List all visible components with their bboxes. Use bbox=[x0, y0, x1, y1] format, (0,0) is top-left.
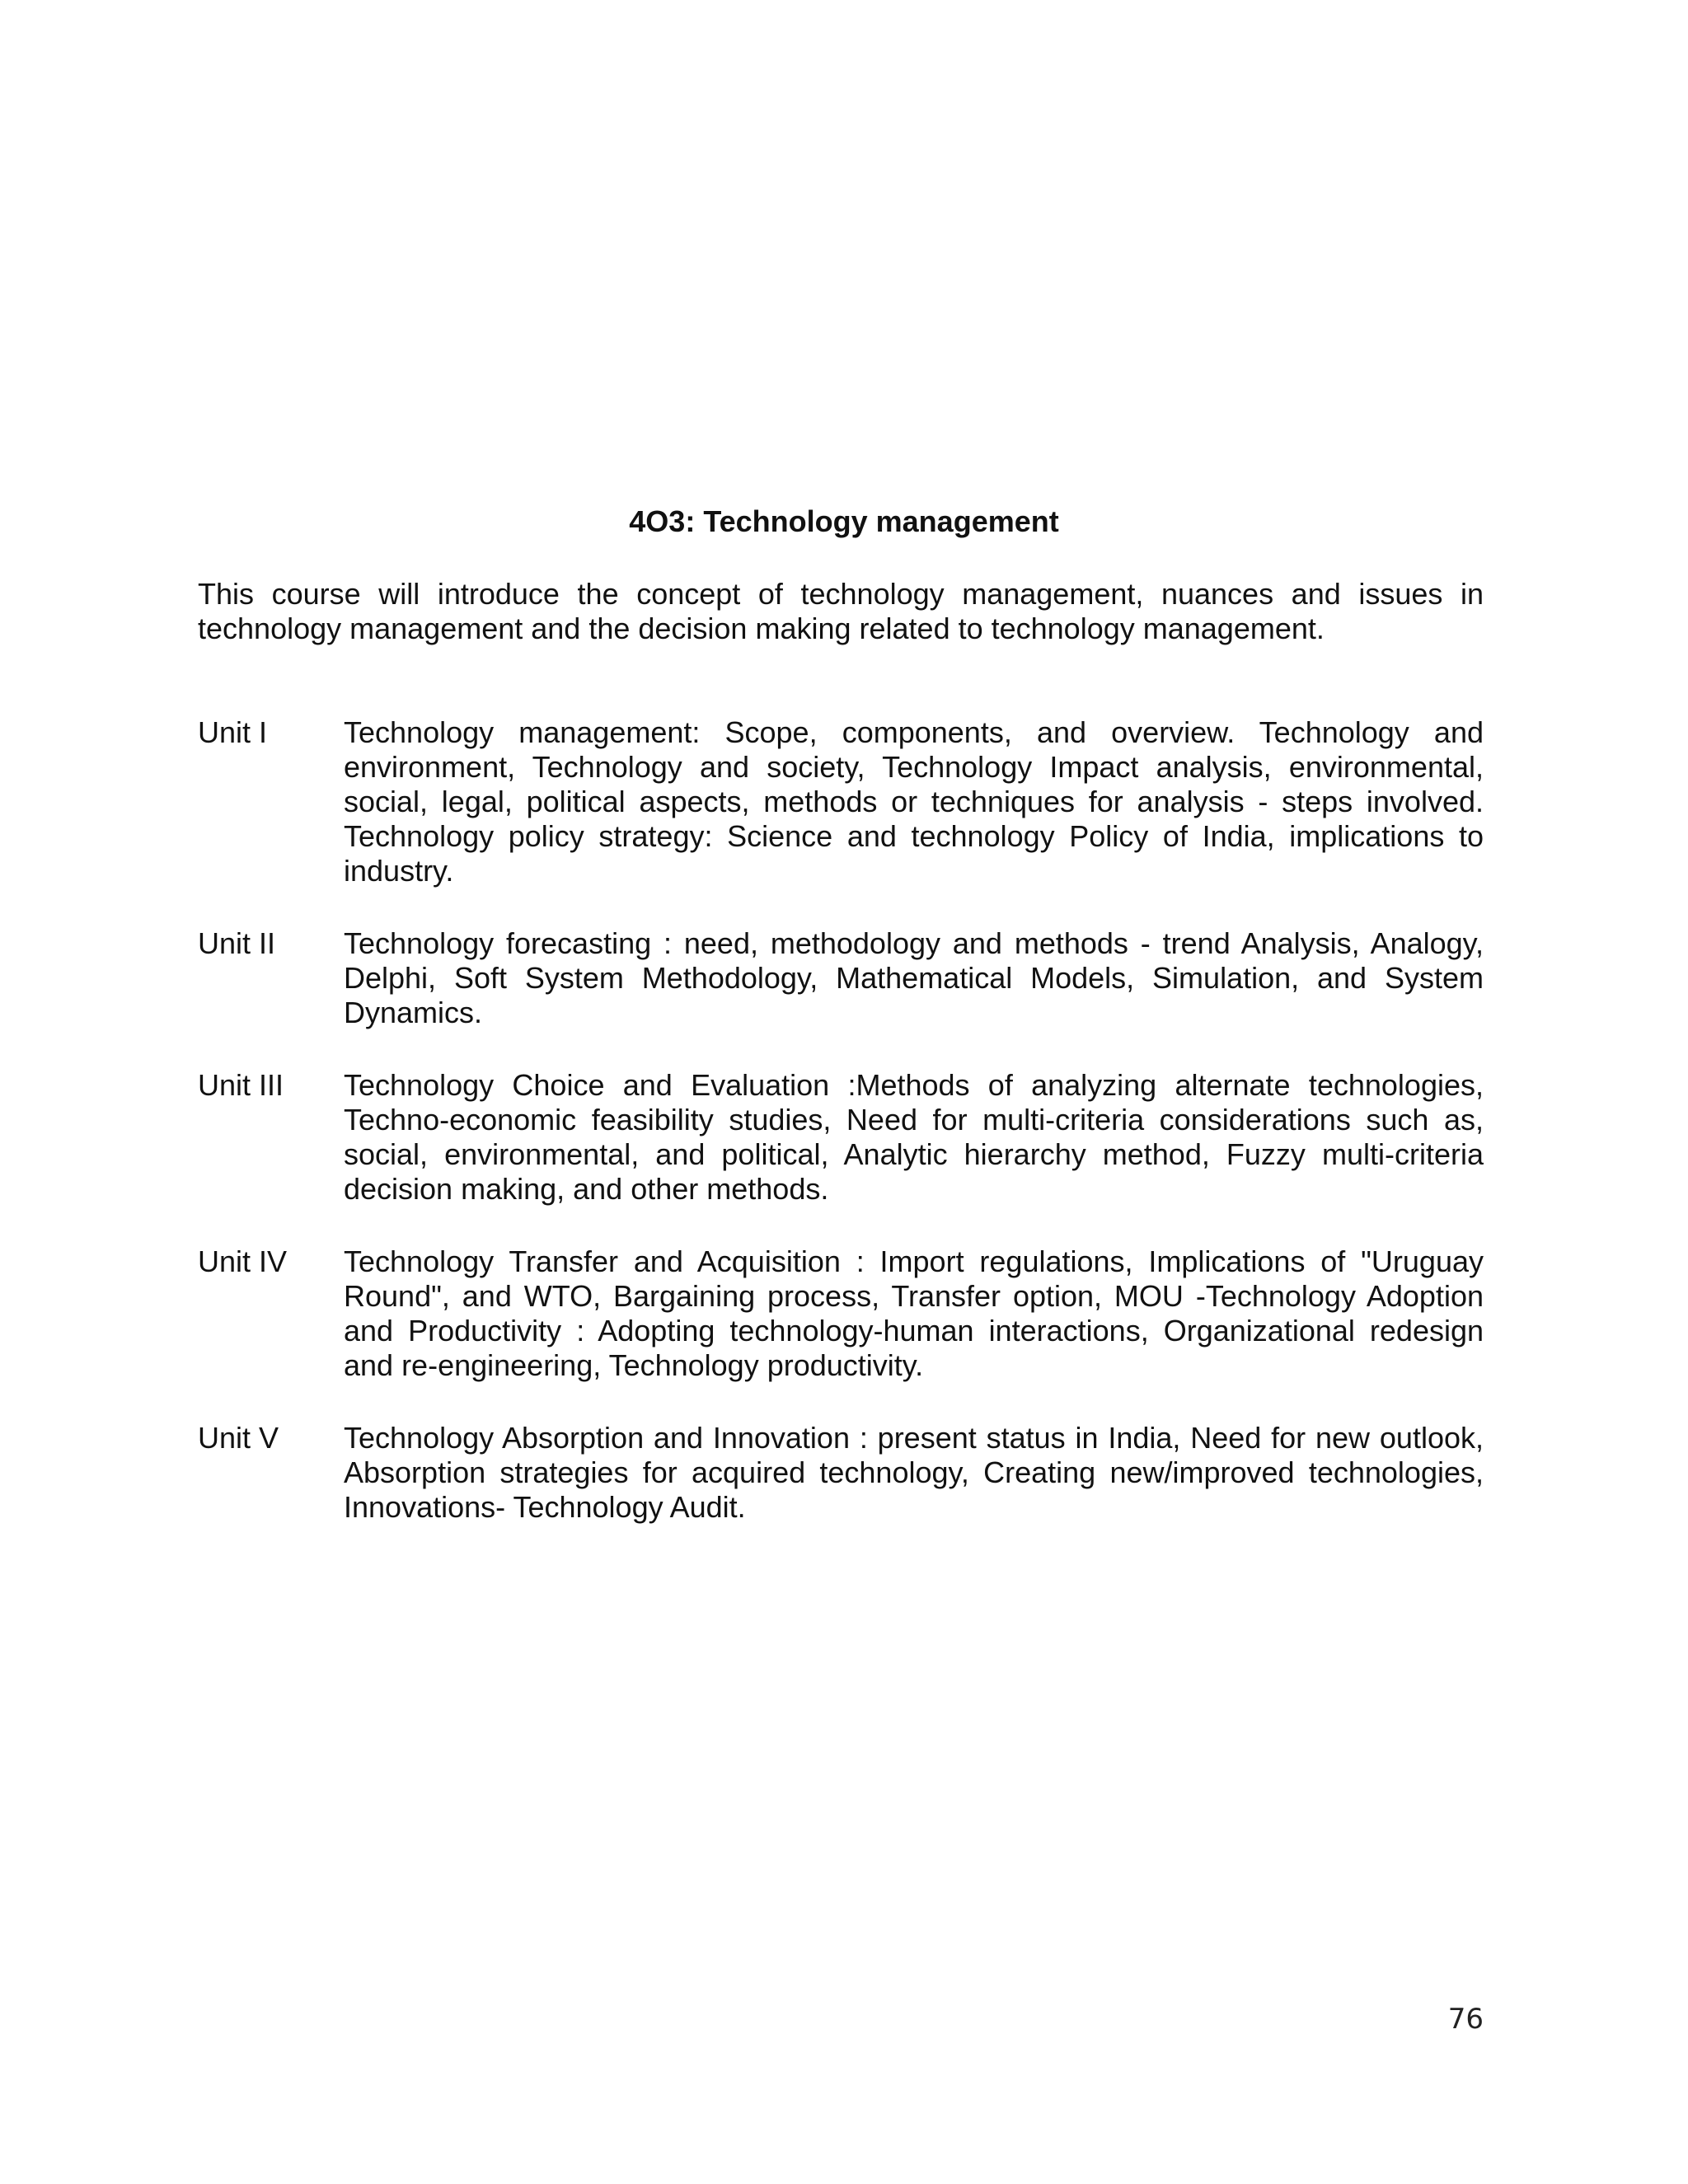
unit-description: Technology management: Scope, components, and overview. Technology and environment, Technology and society, Technology Impact analysis, environmental, social, legal, political aspects, methods or techniques for analysis - steps involved. Technology policy strategy: Science and technology Policy of India, implications to industry. bbox=[344, 715, 1484, 888]
unit-label: Unit II bbox=[198, 926, 276, 960]
unit-description: Technology Transfer and Acquisition : Import regulations, Implications of "Uruguay Round", and WTO, Bargaining process, Transfer option, MOU -Technology Adoption and Productivity : Adopting technology-human interactions, Organizational redesign and re-engineering, Technology productivity. bbox=[344, 1244, 1484, 1382]
unit-list bbox=[198, 715, 1484, 1563]
course-introduction: This course will introduce the concept of technology management, nuances and issues in technology management and the decision making related to technology management. bbox=[198, 577, 1484, 645]
unit-row-4 bbox=[198, 1244, 1484, 1383]
unit-row-1 bbox=[198, 715, 1484, 888]
course-title: 4O3: Technology management bbox=[629, 504, 1059, 538]
unit-description: Technology forecasting : need, methodology and methods - trend Analysis, Analogy, Delphi, Soft System Methodology, Mathematical Models, Simulation, and System Dynamics. bbox=[344, 926, 1484, 1029]
unit-description: Technology Absorption and Innovation : present status in India, Need for new outlook, Absorption strategies for acquired technology, Creating new/improved technologies, Innovations- Technology Audit. bbox=[344, 1421, 1484, 1524]
unit-row-2 bbox=[198, 926, 1484, 1030]
page-number: 76 bbox=[1447, 2003, 1484, 2036]
unit-row-5 bbox=[198, 1421, 1484, 1525]
unit-label: Unit IV bbox=[198, 1244, 288, 1278]
unit-row-3 bbox=[198, 1068, 1484, 1207]
unit-label: Unit V bbox=[198, 1421, 279, 1455]
unit-description: Technology Choice and Evaluation :Methods of analyzing alternate technologies, Techno-economic feasibility studies, Need for multi-criteria considerations such as, social, environmental, and political, Analytic hierarchy method, Fuzzy multi-criteria decision making, and other methods. bbox=[344, 1068, 1484, 1206]
unit-label: Unit I bbox=[198, 715, 268, 749]
unit-label: Unit III bbox=[198, 1068, 284, 1102]
